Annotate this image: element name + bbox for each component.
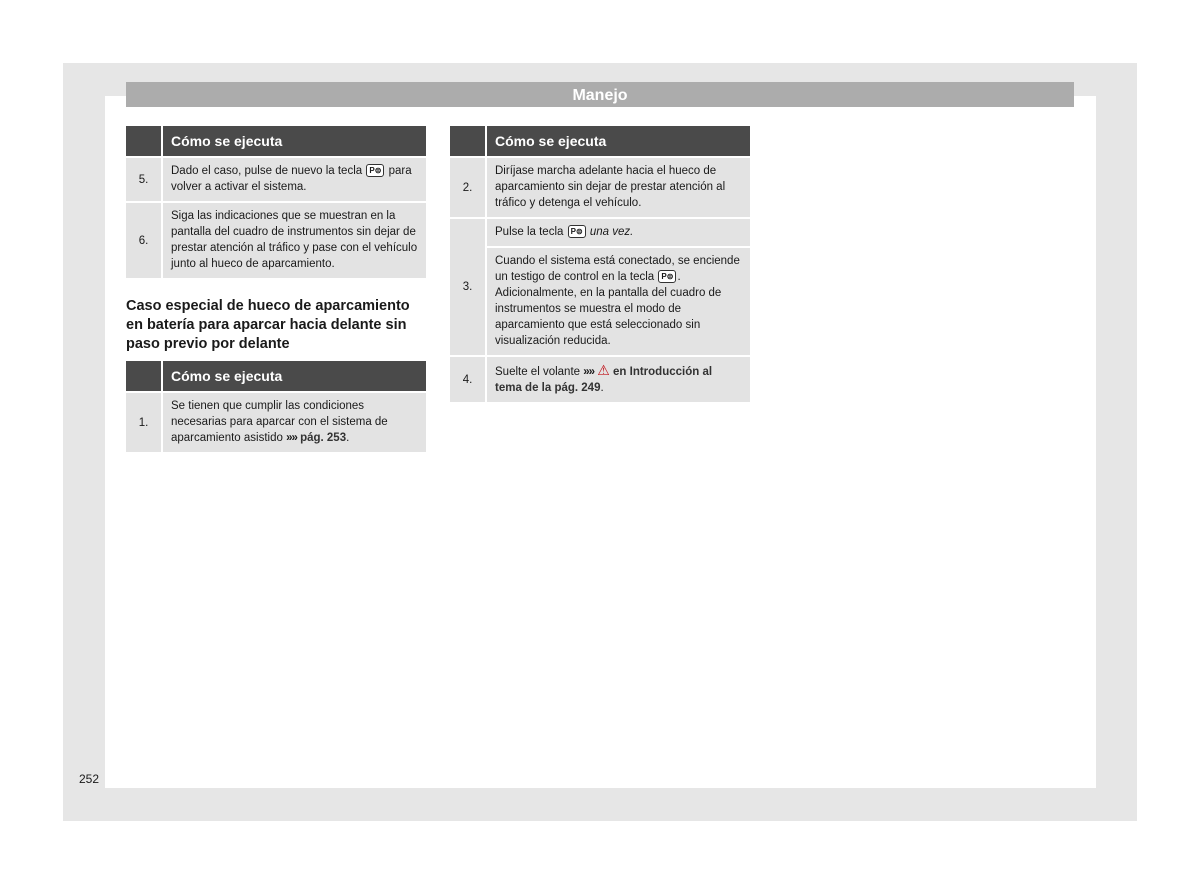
step-text-part: una vez. — [589, 226, 634, 238]
step-text — [487, 355, 750, 402]
chapter-header: Manejo — [126, 82, 1074, 107]
step-text: Siga las indicaciones que se muestran en la pantalla del cuadro de instrumentos sin dejar de prestar atención al tráfico y pase con el vehículo junto al hueco de aparcamiento. — [163, 201, 426, 278]
table-header-row — [450, 126, 750, 156]
header-num-cell — [126, 126, 163, 156]
step-text — [487, 246, 750, 355]
table-heading: Cómo se ejecuta — [487, 126, 750, 156]
step-number: 1. — [126, 391, 163, 452]
step-number: 2. — [450, 156, 487, 217]
step-number: 5. — [126, 156, 163, 201]
section-title: Caso especial de hueco de aparcamiento en batería para aparcar hacia delante sin paso previo por delante — [126, 298, 410, 352]
table-row — [126, 201, 426, 278]
step-text-part: Pulse la tecla — [495, 226, 564, 238]
page-reference-link[interactable]: en Introducción al tema de la pág. 249 — [495, 366, 713, 394]
header-num-cell — [126, 361, 163, 391]
double-chevron-icon: »» — [286, 432, 297, 444]
step-number: 3. — [450, 217, 487, 355]
park-assist-key-icon: P⊜ — [366, 164, 384, 177]
park-assist-key-icon: P⊜ — [658, 270, 676, 283]
table-row — [450, 246, 750, 355]
table-row — [450, 156, 750, 217]
warning-triangle-icon: ⚠ — [597, 362, 610, 378]
step-text-end: . — [346, 432, 350, 444]
table-row — [450, 217, 750, 246]
header-num-cell — [450, 126, 487, 156]
step-number: 4. — [450, 355, 487, 402]
steps-table-left-top — [126, 126, 426, 278]
table-row — [126, 156, 426, 201]
table-heading: Cómo se ejecuta — [163, 361, 426, 391]
table-heading: Cómo se ejecuta — [163, 126, 426, 156]
table-row — [126, 391, 426, 452]
step-text-part: Suelte el volante — [495, 366, 581, 378]
step-text-part: Dado el caso, pulse de nuevo la tecla — [171, 165, 363, 177]
step-number: 6. — [126, 201, 163, 278]
park-assist-key-icon: P⊜ — [568, 225, 586, 238]
step-text-part: Se tienen que cumplir las condiciones necesarias para aparcar con el sistema de aparcamiento asistido — [171, 400, 388, 444]
step-text-part: Cuando el sistema está conectado, se enciende un testigo de control en la tecla — [495, 255, 740, 283]
step-text — [163, 156, 426, 201]
step-text: Diríjase marcha adelante hacia el hueco de aparcamiento sin dejar de prestar atención al tráfico y detenga el vehículo. — [487, 156, 750, 217]
step-text — [163, 391, 426, 452]
table-row — [450, 355, 750, 402]
step-text — [487, 217, 750, 246]
table-header-row — [126, 126, 426, 156]
steps-table-left-bottom — [126, 361, 426, 452]
step-text-part: . Adicionalmente, en la pantalla del cuadro de instrumentos se muestra el modo de aparcamiento que está seleccionado sin visualización reducida. — [495, 271, 722, 347]
double-chevron-icon: »» — [583, 366, 595, 378]
step-text-end: . — [600, 382, 604, 394]
page-number: 252 — [79, 772, 100, 786]
page-reference-link[interactable]: pág. 253 — [300, 432, 347, 444]
steps-table-right — [450, 126, 750, 402]
table-header-row — [126, 361, 426, 391]
step-text-part: para volver a activar el sistema. — [171, 165, 412, 193]
